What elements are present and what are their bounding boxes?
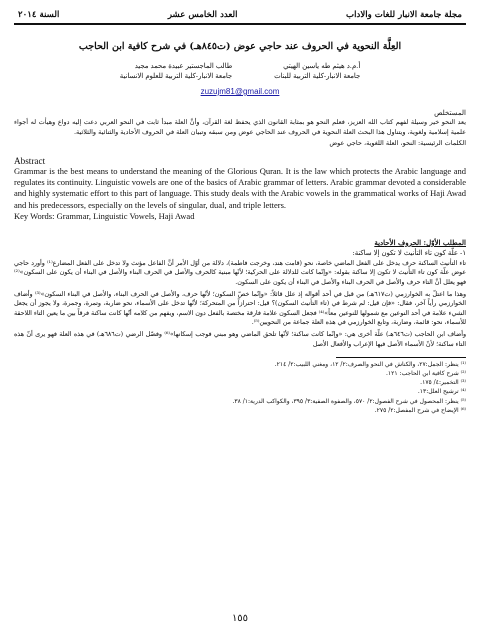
- body-paragraph: وهذا ما اعتلّ به الخوارزمي (ت٦١٧هـ) من قبل في أحد أقواله إذ علل قائلاً: «وإنّما خصّ السكون؛ لأنّها حرف، والأصل في الحرف البناء، والأصل في البناء السكون»⁽³⁾ وأضاف الخوارزمي رأياً آخر، فقال: «فإن قيل: لم شرط في (تاء التأنيث السكون)؟ قيل: احترازاً من المتحركة؛ لأنّها تدخل على الأسماء، نحو ضاربة، وتمرة، وجمرة، ولا يجوز أن يجعل الشيء علامة في أحد النوعين مع شمولها للنوعين معاً»⁽⁴⁾ فجعل السكون علامة فارقة مختصة بالفعل دون الاسم، ويفهم من كلامه أنّها كانت ساكنة فرقاً بين ما يعين التاء اللاحقة للأسماء، نحو: قائمة، وضاربة، وتابع الخوارزمي في هذه العلة جماعة من النحويين⁽⁵⁾.: [14, 290, 467, 327]
- footnote: ⁽⁴⁾ ترشيح العلل:١٣.: [417, 388, 466, 396]
- journal-header: [14, 8, 466, 25]
- author-name: أ.م.د هيثم طه ياسين الهيتي: [283, 62, 361, 70]
- section-heading: المطلب الأوّل: الحروف الأحادية: [374, 237, 466, 247]
- author-affiliation: جامعة الانبار-كلية التربية للبنات: [274, 72, 361, 80]
- arabic-keywords: الكلمات الرئيسية: النحو، العلة اللغوية، حاجي عوض: [329, 139, 466, 147]
- footnote: ⁽⁵⁾ ينظر: المحصول في شرح الفصول:٢/ ٥٧٠، والصفوة الصفية:٣/ ٣٩٥، والكواكب الدرية:١/ ٣٨.: [232, 397, 466, 405]
- document-page: [14, 8, 466, 632]
- footnote: ⁽¹⁾ ينظر: الجمل:٢٧، والكناش في النحو والصرف:٢/ ١٢، ومغني اللبيب:٢/ ٢١٤.: [274, 361, 466, 369]
- footnote: ⁽⁶⁾ الإيضاح في شرح المفصل:٢/ ٢٧٥.: [374, 406, 466, 414]
- author-name: طالب الماجستير عبيدة محمد مجيد: [134, 62, 233, 70]
- section-subheading: ١- علّة كون تاء التأنيث لا تكون إلا ساكنة:: [352, 248, 466, 257]
- footnotes: [14, 360, 466, 415]
- author-2: [120, 61, 232, 81]
- english-abstract-heading: Abstract: [14, 156, 46, 166]
- footnote: ⁽³⁾ التخمير:٤/ ١٧٥.: [420, 379, 466, 387]
- article-title: العِلَّة النحوية في الحروف عند حاجي عوض (ت٨٤٥هـ) في شرح كافية ابن الحاجب: [78, 41, 402, 52]
- issue-number: العدد الخامس عشر: [167, 10, 238, 20]
- journal-name: مجلة جامعة الانبار للغات والاداب: [346, 10, 462, 20]
- year: السنة ٢٠١٤: [18, 10, 60, 20]
- page-number: ١٥٥: [231, 613, 249, 624]
- body-paragraph: وأضاف ابن الحاجب (ت٦٤٦هـ) علّة أخرى هي: «وإنّما كانت ساكنة؛ لأنّها تلحق الماضي وهو مبني فوجب إسكانها»⁽⁶⁾ وفصّل الرضي (ت٦٨٦هـ) في هذه العلة فهو يرى أنّ هذه التاء ساكنة؛ لأنّ الأسماء الأصل فيها الإعراب والأفعال الأصل: [14, 330, 466, 348]
- author-affiliation: جامعة الانبار-كلية التربية للعلوم الانسانية: [119, 72, 233, 80]
- english-keywords: Key Words: Grammar, Linguistic Vowels, Haji Awad: [14, 210, 195, 221]
- author-1: [274, 61, 360, 81]
- arabic-abstract-text: يعد النحو خير وسيلة لفهم كتاب الله العزيز، فعلم النحو هو بمثابة القانون الذي يحفظ لغة القرآن، وأنَّ العلة مبدأ ثابت في النحو العربي دعت إليه دواع وهيأت له أجواء علمية إسلامية ولغوية، ويتناول هذا البحث العلة النحوية في الحروف عند الحاجي عوض ومن سبقه وتبيان العلة في الحروف الأحادية والثنائية والثلاثية.: [14, 118, 466, 136]
- body-paragraph: تاء التأنيث الساكنة حرف يدخل على الفعل الماضي خاصة، نحو (قامت هند، وخرجت فاطمة)، دلالة من أوّل الأمر أنَّ الفاعل مؤنث ولا تدخل على الفعل المضارع⁽¹⁾ وأورد حاجي عوض علّة كون تاء التأنيث لا تكون إلا ساكنة بقوله: «وإنّما كانت للدلالة على الحركية؛ لأنّها مبنية كالحرف والأصل في الحرف البناء والأصل في البناء أن يكون على السكون»⁽²⁾ فهو يعلل أنَّ التاء حرف والأصل في الحرف البناء والأصل في البناء أن يكون على السكون.: [14, 259, 467, 286]
- arabic-abstract-label: المستخلص: [434, 109, 466, 117]
- footnote-divider: [336, 357, 466, 358]
- footnote: ⁽²⁾ شرح كافية ابن الحاجب: ١٢١.: [385, 370, 466, 378]
- author-email-link[interactable]: zuzujm81@gmail.com: [200, 87, 280, 96]
- english-abstract-text: Grammar is the best means to understand the meaning of the Glorious Quran. It is the law which protects the Arabic language and regulates its continuity. Linguistic vowels are one of the basics of Arabic grammar of letters. Arabic grammar devoted a considerable and highly systematic effort to this part of language. This study deals with the Arabic vowels in the grammatical works of Haji Awad and his predecessors, especially on the levels of singular, dual, and triple letters.: [14, 166, 466, 210]
- authors-block: [14, 61, 466, 81]
